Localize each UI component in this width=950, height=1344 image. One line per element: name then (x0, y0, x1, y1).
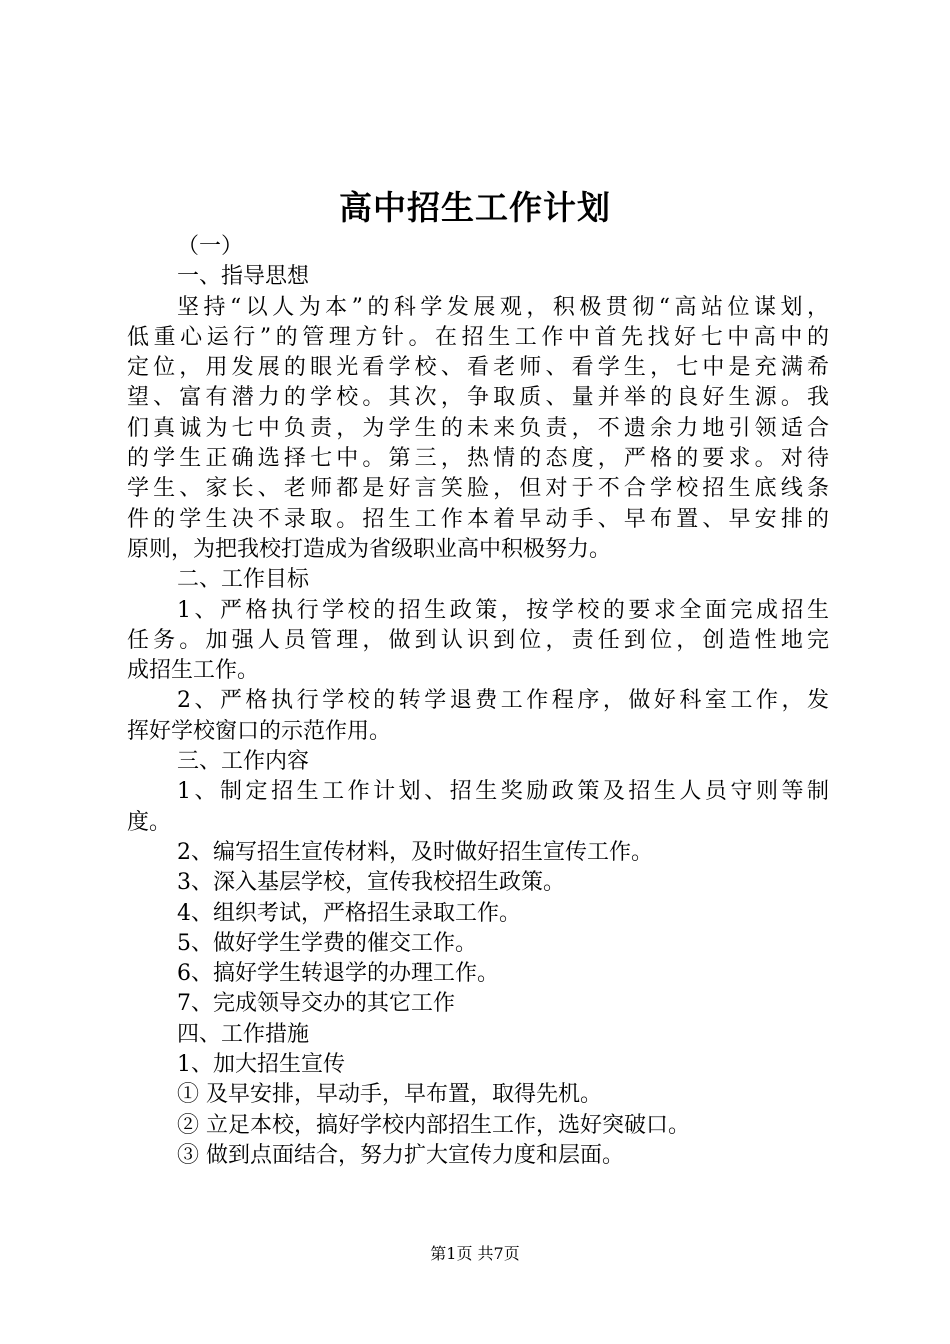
text-line: 挥好学校窗口的示范作用。 (127, 718, 392, 744)
text-line: 4、组织考试，严格招生录取工作。 (177, 900, 521, 926)
text-line: 2、编写招生宣传材料，及时做好招生宣传工作。 (177, 839, 653, 865)
text-line: 1、严格执行学校的招生政策，按学校的要求全面完成招生 (177, 597, 829, 623)
text-line: ② 立足本校，搞好学校内部招生工作，选好突破口。 (177, 1112, 690, 1138)
text-line: ③ 做到点面结合，努力扩大宣传力度和层面。 (177, 1142, 624, 1168)
text-line: 望、富有潜力的学校。其次，争取质、量并举的良好生源。我 (127, 385, 829, 411)
text-line: 定位，用发展的眼光看学校、看老师、看学生，七中是充满希 (127, 355, 829, 381)
text-line: 2、严格执行学校的转学退费工作程序，做好科室工作，发 (177, 688, 829, 714)
text-line: 们真诚为七中负责，为学生的未来负责，不遗余力地引领适合 (127, 415, 829, 441)
text-line: 1、加大招生宣传 (177, 1052, 345, 1078)
text-line: 5、做好学生学费的催交工作。 (177, 930, 477, 956)
text-line: 学生、家长、老师都是好言笑脸，但对于不合学校招生底线条 (127, 476, 829, 502)
text-line: 原则，为把我校打造成为省级职业高中积极努力。 (127, 536, 612, 562)
text-line: 度。 (127, 809, 172, 835)
document-title: 高中招生工作计划 (339, 188, 611, 227)
text-line: （一） (177, 234, 244, 259)
text-line: 低重心运行”的管理方针。在招生工作中首先找好七中高中的 (127, 324, 829, 350)
text-line: 三、工作内容 (177, 749, 310, 775)
text-line: 成招生工作。 (127, 658, 260, 684)
text-line: 7、完成领导交办的其它工作 (177, 991, 455, 1017)
document-body (127, 232, 829, 1171)
text-line: 四、工作措施 (177, 1021, 310, 1047)
text-line: 一、指导思想 (177, 264, 310, 290)
text-line: 件的学生决不录取。招生工作本着早动手、早布置、早安排的 (127, 506, 829, 532)
page-footer: 第1页 共7页 (430, 1244, 520, 1263)
text-line: 1、制定招生工作计划、招生奖励政策及招生人员守则等制 (177, 779, 829, 805)
text-line: 6、搞好学生转退学的办理工作。 (177, 961, 499, 987)
text-line: ① 及早安排，早动手，早布置，取得先机。 (177, 1082, 602, 1108)
text-line: 二、工作目标 (177, 567, 310, 593)
text-line: 的学生正确选择七中。第三，热情的态度，严格的要求。对待 (127, 446, 829, 472)
text-line: 任务。加强人员管理，做到认识到位，责任到位，创造性地完 (127, 627, 829, 653)
text-line: 3、深入基层学校，宣传我校招生政策。 (177, 870, 565, 896)
text-line: 坚持“以人为本”的科学发展观，积极贯彻“高站位谋划， (177, 294, 829, 320)
